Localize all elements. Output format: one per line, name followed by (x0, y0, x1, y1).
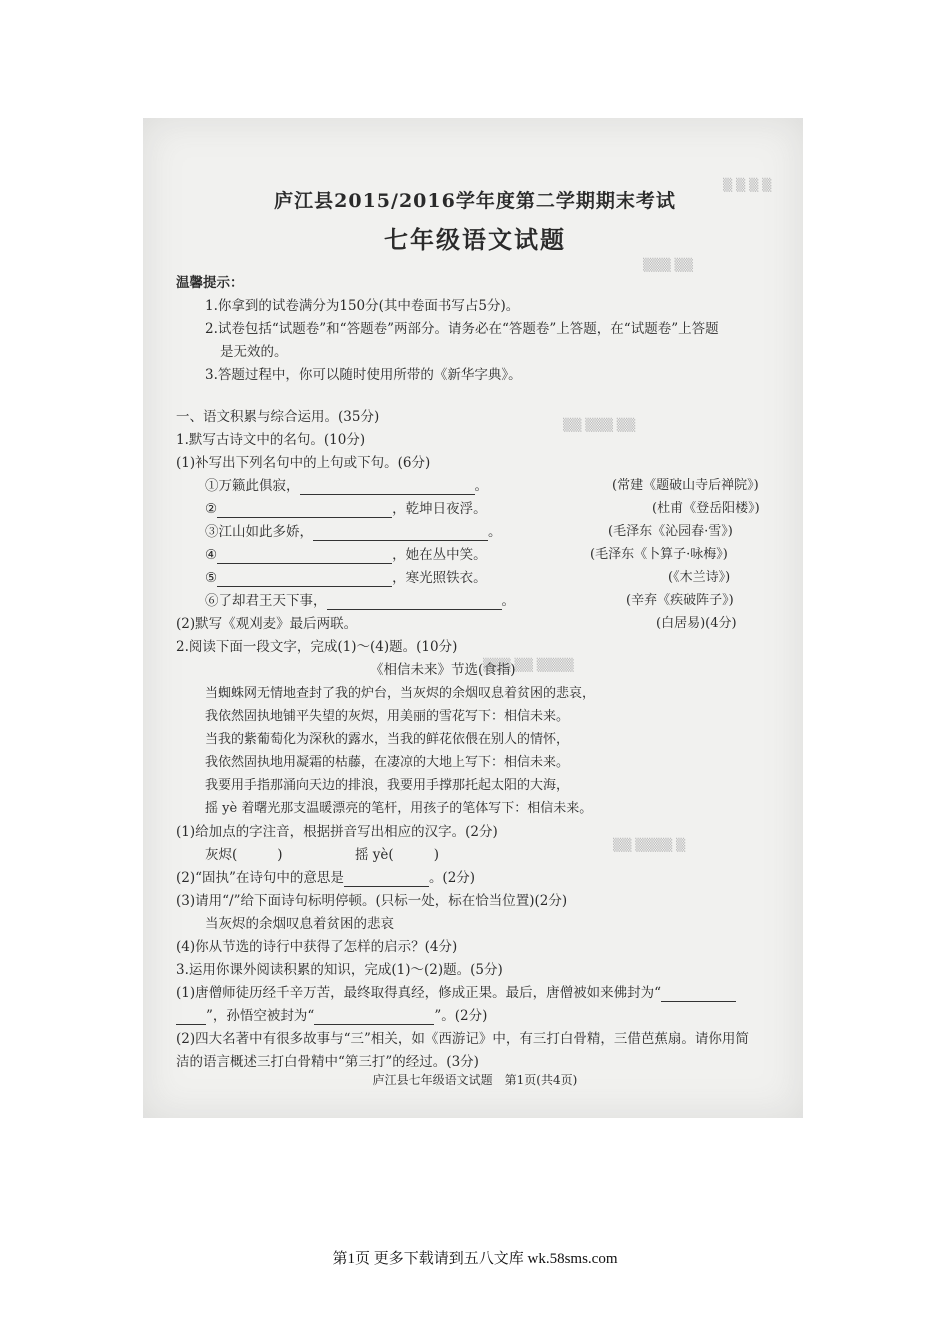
question-2-sub1: (1)给加点的字注音，根据拼音写出相应的汉字。(2分) (176, 824, 498, 840)
fill-line-6: ⑥了却君王天下事， 。 (205, 593, 515, 609)
answer-blank[interactable] (327, 595, 502, 610)
tips-heading: 温馨提示： (176, 275, 244, 291)
question-3-sub1-a: (1)唐僧师徒历经千辛万苦，最终取得真经，修成正果。最后，唐僧被如来佛封为“ (176, 984, 736, 1002)
section-heading: 一、语文积累与综合运用。(35分) (176, 409, 380, 425)
tip-item: 3.答题过程中，你可以随时使用所带的《新华字典》。 (205, 367, 522, 383)
bleed-through-text: ▒▒ ▒▒▒▒ ▒ (613, 838, 686, 852)
question-1-sub1: (1)补写出下列名句中的上句或下句。(6分) (176, 455, 431, 471)
fill-line-2: ② ，乾坤日夜浮。 (205, 501, 487, 517)
exam-title-line1: 庐江县2015/2016学年度第二学期期末考试 (274, 190, 676, 212)
poem-line: 摇 yè 着曙光那支温暖漂亮的笔杆，用孩子的笔体写下：相信未来。 (205, 801, 593, 816)
poem-source: (常建《题破山寺后禅院》) (612, 478, 759, 493)
question-3-title: 3.运用你课外阅读积累的知识，完成(1)～(2)题。(5分) (176, 962, 503, 978)
tip-item: 2.试卷包括“试题卷”和“答题卷”两部分。请务必在“答题卷”上答题，在“试题卷”上答题 (205, 321, 719, 337)
poem-source: (毛泽东《沁园春·雪》) (608, 524, 733, 539)
tip-item: 1.你拿到的试卷满分为150分(其中卷面书写占5分)。 (205, 298, 520, 314)
pinyin-item-a: 灰烬( ) (205, 847, 283, 863)
poem-line: 当我的紫葡萄化为深秋的露水，当我的鲜花依偎在别人的情怀， (205, 732, 570, 747)
question-2-title: 2.阅读下面一段文字，完成(1)～(4)题。(10分) (176, 639, 458, 655)
poem-source: (毛泽东《卜算子·咏梅》) (590, 547, 728, 562)
fill-line-4: ④ ，她在丛中笑。 (205, 547, 487, 563)
poem-line: 我依然固执地铺平失望的灰烬，用美丽的雪花写下：相信未来。 (205, 709, 570, 724)
fill-line-3: ③江山如此多娇， 。 (205, 524, 502, 540)
poem-line: 当蜘蛛网无情地查封了我的炉台，当灰烬的余烟叹息着贫困的悲哀， (205, 686, 596, 701)
answer-blank[interactable] (344, 872, 429, 887)
answer-blank[interactable] (661, 987, 736, 1002)
pinyin-item-b: 摇 yè( ) (355, 847, 439, 863)
poem-line: 我依然固执地用凝霜的枯藤，在凄凉的大地上写下：相信未来。 (205, 755, 570, 770)
answer-blank[interactable] (300, 480, 475, 495)
page-footer: 第1页 更多下载请到五八文库 wk.58sms.com (332, 1251, 618, 1267)
scan-page-footer: 庐江县七年级语文试题 第1页(共4页) (372, 1073, 578, 1087)
question-1-title: 1.默写古诗文中的名句。(10分) (176, 432, 366, 448)
bleed-through-text: ▒▒▒ ▒▒ ▒▒▒▒ (483, 658, 574, 672)
exam-title-line2: 七年级语文试题 (384, 225, 566, 254)
bleed-through-text: ▒ ▒ ▒ ▒ (723, 178, 772, 192)
question-3-sub2-b: 洁的语言概述三打白骨精中“第三打”的经过。(3分) (176, 1054, 479, 1070)
poem-source: (杜甫《登岳阳楼》) (652, 501, 760, 516)
bleed-through-text: ▒▒▒ ▒▒ (643, 258, 693, 272)
question-2-sub4: (4)你从节选的诗行中获得了怎样的启示？(4分) (176, 939, 458, 955)
poem-source: (《木兰诗》) (668, 570, 731, 585)
question-1-sub2-source: (白居易)(4分) (656, 616, 737, 631)
poem-source: (辛弃《疾破阵子》) (626, 593, 734, 608)
poem-title: 《相信未来》节选(食指) (370, 662, 516, 678)
question-2-sub2: (2)“固执”在诗句中的意思是 。(2分) (176, 870, 476, 886)
question-1-sub2: (2)默写《观刈麦》最后两联。 (176, 616, 358, 632)
question-2-sub3: (3)请用“/”给下面诗句标明停顿。(只标一处，标在恰当位置)(2分) (176, 893, 568, 909)
answer-blank[interactable] (217, 572, 392, 587)
question-3-sub2-a: (2)四大名著中有很多故事与“三”相关，如《西游记》中，有三打白骨精，三借芭蕉扇。请你用简 (176, 1031, 749, 1047)
answer-blank[interactable] (176, 1010, 206, 1025)
tip-item: 是无效的。 (220, 344, 288, 360)
question-2-sub3-line: 当灰烬的余烟叹息着贫困的悲哀 (205, 916, 394, 932)
answer-blank[interactable] (217, 549, 392, 564)
answer-blank[interactable] (313, 526, 488, 541)
question-3-sub1-b: ”，孙悟空被封为“ ”。(2分) (176, 1007, 487, 1025)
bleed-through-text: ▒▒ ▒▒▒ ▒▒ (563, 418, 636, 432)
answer-blank[interactable] (217, 503, 392, 518)
poem-line: 我要用手指那涌向天边的排浪，我要用手撑那托起太阳的大海， (205, 778, 570, 793)
answer-blank[interactable] (314, 1010, 434, 1025)
fill-line-5: ⑤ ，寒光照铁衣。 (205, 570, 487, 586)
fill-line-1: ①万籁此俱寂， 。 (205, 478, 488, 494)
